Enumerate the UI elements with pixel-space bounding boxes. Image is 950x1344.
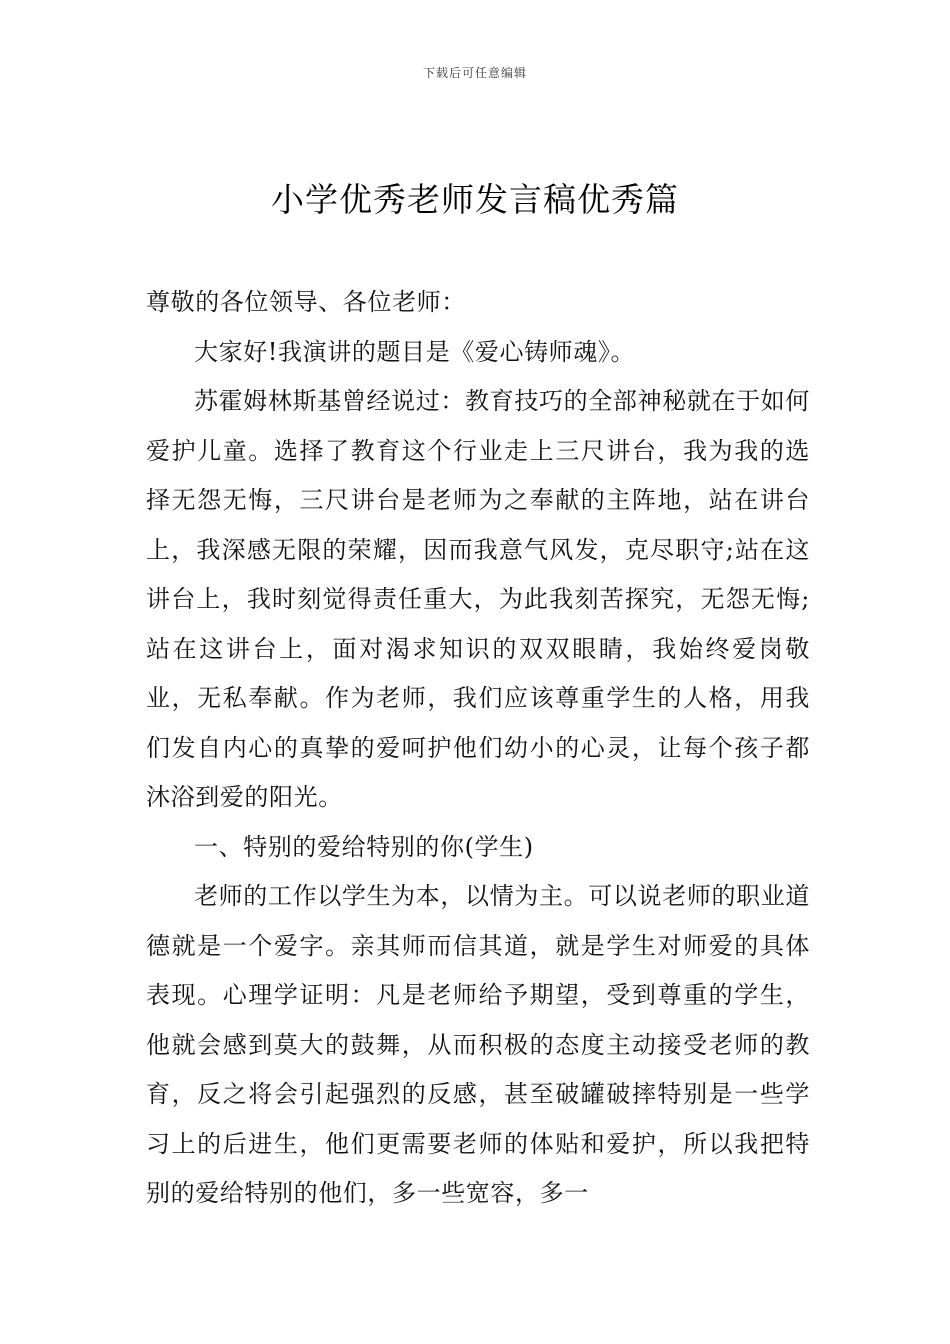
paragraph-quote: 苏霍姆林斯基曾经说过：教育技巧的全部神秘就在于如何爱护儿童。选择了教育这个行业走上三尺讲台，我为我的选择无怨无悔，三尺讲台是老师为之奉献的主阵地，站在讲台上，我深感无限的荣耀，因而我意气风发，克尽职守;站在这讲台上，我时刻觉得责任重大，为此我刻苦探究，无怨无悔;站在这讲台上，面对渴求知识的双双眼睛，我始终爱岗敬业，无私奉献。作为老师，我们应该尊重学生的人格，用我们发自内心的真挚的爱呵护他们幼小的心灵，让每个孩子都沐浴到爱的阳光。 — [146, 387, 810, 811]
paragraph-greeting: 大家好!我演讲的题目是《爱心铸师魂》。 — [194, 337, 636, 366]
download-note: 下载后可任意编辑 — [422, 66, 527, 80]
document-title: 小学优秀老师发言稿优秀篇 — [271, 180, 679, 219]
document-body — [146, 278, 810, 1219]
section-heading-1: 一、特别的爱给特别的你(学生) — [194, 832, 534, 861]
salutation: 尊敬的各位领导、各位老师： — [146, 288, 466, 316]
paragraph-teacher-work: 老师的工作以学生为本，以情为主。可以说老师的职业道德就是一个爱字。亲其师而信其道，就是学生对师爱的具体表现。心理学证明：凡是老师给予期望，受到尊重的学生，他就会感到莫大的鼓舞，从而积极的态度主动接受老师的教育，反之将会引起强烈的反感，甚至破罐破摔特别是一些学习上的后进生，他们更需要老师的体贴和爱护，所以我把特别的爱给特别的他们，多一些宽容，多一 — [146, 882, 810, 1207]
